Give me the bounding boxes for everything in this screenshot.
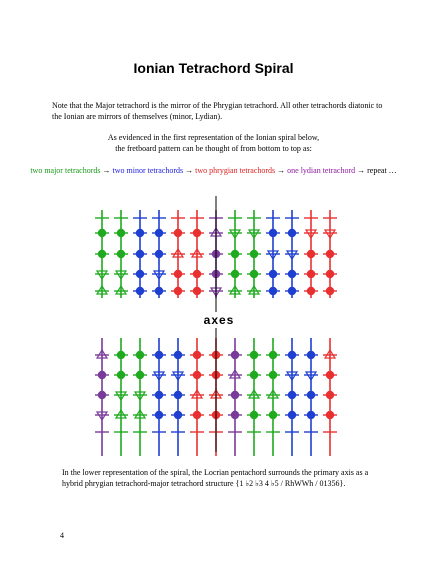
note-dot xyxy=(231,270,239,278)
note-dot xyxy=(250,250,258,258)
note-dot xyxy=(136,250,144,258)
note-dot xyxy=(98,391,106,399)
note-dot xyxy=(269,351,277,359)
note-dot xyxy=(155,351,163,359)
note-dot xyxy=(288,391,296,399)
note-dot xyxy=(155,287,163,295)
note-dot xyxy=(231,351,239,359)
note-dot xyxy=(250,351,258,359)
note-dot xyxy=(193,371,201,379)
note-dot xyxy=(326,287,334,295)
note-dot xyxy=(174,391,182,399)
note-dot xyxy=(307,351,315,359)
sequence-part: → xyxy=(275,166,288,175)
note-dot xyxy=(231,250,239,258)
note-dot xyxy=(193,351,201,359)
sequence-part: → repeat … xyxy=(355,166,397,175)
note-dot xyxy=(174,270,182,278)
sequence-part: → xyxy=(100,166,113,175)
note-dot xyxy=(250,270,258,278)
note-dot xyxy=(269,229,277,237)
note-dot xyxy=(98,371,106,379)
note-dot xyxy=(98,229,106,237)
note-dot xyxy=(288,229,296,237)
sequence-part: two minor tetrachords xyxy=(112,166,184,175)
page-number: 4 xyxy=(60,531,64,540)
note-dot xyxy=(136,270,144,278)
tetrachord-sequence xyxy=(0,166,427,175)
note-dot xyxy=(117,250,125,258)
evidence-line-1: As evidenced in the first representation of the Ionian spiral below, xyxy=(107,133,320,142)
note-dot xyxy=(136,371,144,379)
note-dot xyxy=(193,270,201,278)
note-dot xyxy=(155,250,163,258)
note-dot xyxy=(117,229,125,237)
note-dot xyxy=(98,250,106,258)
note-dot xyxy=(288,270,296,278)
sequence-part: one lydian tetrachord xyxy=(287,166,356,175)
note-dot xyxy=(193,287,201,295)
note-dot xyxy=(117,371,125,379)
note-dot xyxy=(250,371,258,379)
note-dot xyxy=(326,411,334,419)
evidence-paragraph xyxy=(0,133,427,154)
note-dot xyxy=(250,411,258,419)
note-dot xyxy=(269,270,277,278)
note-dot xyxy=(307,391,315,399)
note-dot xyxy=(326,371,334,379)
note-dot xyxy=(307,250,315,258)
note-dot xyxy=(288,351,296,359)
note-dot xyxy=(269,411,277,419)
evidence-line-2: the fretboard pattern can be thought of from bottom to top as: xyxy=(115,143,312,153)
note-dot xyxy=(174,351,182,359)
note-dot xyxy=(326,270,334,278)
note-dot xyxy=(155,229,163,237)
note-dot xyxy=(231,391,239,399)
sequence-part: two phrygian tetrachords xyxy=(195,166,276,175)
note-dot xyxy=(269,371,277,379)
intro-paragraph: Note that the Major tetrachord is the mirror of the Phrygian tetrachord. All other tetrachords diatonic to the Ionian are mirrors of themselves (minor, Lydian). xyxy=(52,101,383,121)
note-dot xyxy=(174,287,182,295)
note-dot xyxy=(307,270,315,278)
note-dot xyxy=(193,411,201,419)
note-dot xyxy=(174,411,182,419)
note-dot xyxy=(326,391,334,399)
sequence-part: two major tetrachords xyxy=(30,166,101,175)
note-dot xyxy=(136,229,144,237)
note-dot xyxy=(193,229,201,237)
note-dot xyxy=(231,411,239,419)
note-dot xyxy=(155,391,163,399)
note-dot xyxy=(155,411,163,419)
note-dot xyxy=(307,411,315,419)
locrian-paragraph: In the lower representation of the spiral, the Locrian pentachord surrounds the primary axis as a hybrid phrygian tetrachord-major tetrachord structure {1 ♭2 ♭3 4 ♭5 / RhWWh / 01356}. xyxy=(62,468,369,488)
note-dot xyxy=(174,229,182,237)
axes-label: axes xyxy=(199,313,239,327)
page-title: Ionian Tetrachord Spiral xyxy=(133,60,294,76)
note-dot xyxy=(117,351,125,359)
note-dot xyxy=(307,287,315,295)
note-dot xyxy=(288,287,296,295)
sequence-part: → xyxy=(183,166,196,175)
note-dot xyxy=(326,250,334,258)
note-dot xyxy=(269,287,277,295)
note-dot xyxy=(136,287,144,295)
note-dot xyxy=(288,411,296,419)
note-dot xyxy=(136,351,144,359)
